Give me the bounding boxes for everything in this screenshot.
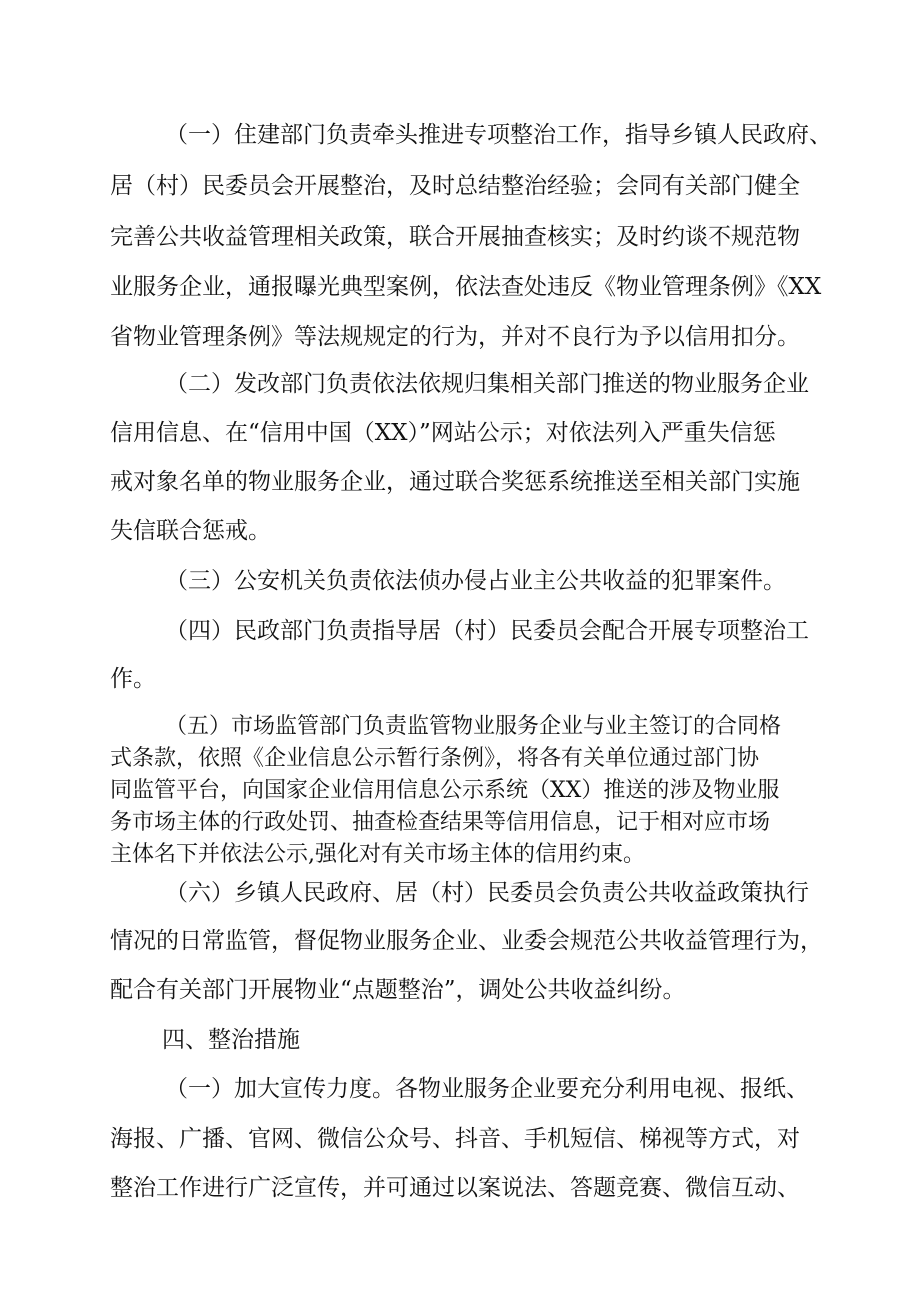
paragraph-5-line-3: 同监管平台，向国家企业信用信息公示系统（XX）推送的涉及物业服 [110, 778, 780, 803]
paragraph-2-line-4: 失信联合惩戒。 [110, 518, 271, 544]
paragraph-2-line-3: 戒对象名单的物业服务企业，通过联合奖惩系统推送至相关部门实施 [110, 469, 800, 495]
paragraph-7-line-3: 整治工作进行广泛宣传，并可通过以案说法、答题竞赛、微信互动、 [110, 1175, 800, 1201]
paragraph-7-line-1: （一）加大宣传力度。各物业服务企业要充分利用电视、报纸、 [165, 1076, 809, 1102]
paragraph-6-line-1: （六）乡镇人民政府、居（村）民委员会负责公共收益政策执行 [165, 880, 809, 906]
paragraph-6-line-3: 配合有关部门开展物业“点题整治”，调处公共收益纠纷。 [110, 977, 686, 1003]
paragraph-2-line-2: 信用信息、在“信用中国（XX）”网站公示；对依法列入严重失信惩 [110, 420, 776, 446]
paragraph-5-line-1: （五）市场监管部门负责监管物业服务企业与业主签订的合同格 [165, 714, 782, 739]
paragraph-3-line-1: （三）公安机关负责依法侦办侵占业主公共收益的犯罪案件。 [165, 568, 786, 594]
paragraph-5-line-4: 务市场主体的行政处罚、抽查检查结果等信用信息，记于相对应市场 [110, 810, 771, 835]
section-heading: 四、整治措施 [162, 1027, 300, 1053]
paragraph-2-line-1: （二）发改部门负责依法依规归集相关部门推送的物业服务企业 [165, 371, 809, 397]
paragraph-1-line-3: 完善公共收益管理相关政策，联合开展抽查核实；及时约谈不规范物 [110, 224, 800, 250]
paragraph-7-line-2: 海报、广播、官网、微信公众号、抖音、手机短信、梯视等方式，对 [110, 1126, 800, 1152]
paragraph-1-line-1: （一）住建部门负责牵头推进专项整治工作，指导乡镇人民政府、 [165, 122, 832, 148]
paragraph-4-line-1: （四）民政部门负责指导居（村）民委员会配合开展专项整治工 [165, 618, 809, 644]
paragraph-1-line-5: 省物业管理条例》等法规规定的行为，并对不良行为予以信用扣分。 [110, 324, 800, 350]
paragraph-5-line-2: 式条款，依照《企业信息公示暂行条例》，将各有关单位通过部门协 [110, 746, 760, 771]
paragraph-5-line-5: 主体名下并依法公示,强化对有关市场主体的信用约束。 [110, 842, 645, 867]
paragraph-6-line-2: 情况的日常监管，督促物业服务企业、业委会规范公共收益管理行为， [110, 928, 823, 954]
paragraph-1-line-2: 居（村）民委员会开展整治，及时总结整治经验；会同有关部门健全 [110, 173, 800, 199]
paragraph-1-line-4: 业服务企业，通报曝光典型案例，依法查处违反《物业管理条例》《XX [110, 274, 822, 300]
paragraph-4-line-2: 作。 [110, 666, 156, 692]
